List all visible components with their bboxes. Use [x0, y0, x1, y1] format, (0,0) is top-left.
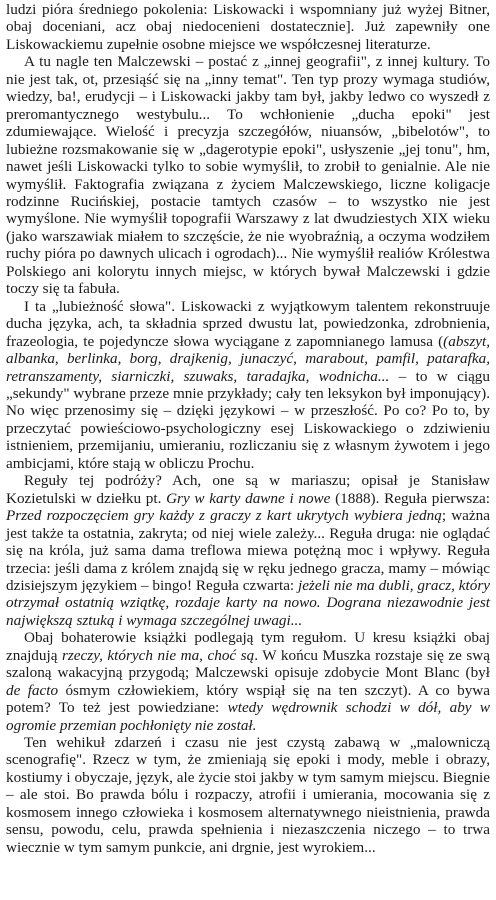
- text-segment: ; ważna jest także ta ostatnia, zakryta; od niej wiele zależy... Reguła druga: nie oglądać się na króla, już sama dama treflowa miewa potężną moc i wpływy. Reguła trzecia: jeśli dama z królem znajdą się w ręku jednego gracza, mamy – mówiąc dzisiejszym językiem – bingo! Reguła czwarta:: [6, 507, 490, 594]
- text-segment: (1888). Reguła pierwsza:: [330, 489, 490, 507]
- body-paragraph: [6, 298, 490, 473]
- italic-text-segment: (abszyt, albanka, berlinka, borg, drajkenig, junaczyć, marabout, pamfil, patarafka, retranszamenty, siarniczki, szuwaks, taradajka, wodnicha...: [6, 332, 490, 385]
- body-paragraph: [6, 472, 490, 629]
- text-segment: Reguły tej podróży? Ach, one są w mariaszu; opisał je Stanisław Kozietulski w dziełku pt.: [6, 472, 490, 507]
- italic-text-segment: de facto: [6, 681, 59, 699]
- text-segment: – to w ciągu „sekundy" wybrane przeze mnie przykłady; cały ten leksykon był imponujący). No więc przenosimy się – dzięki językowi – w przeszłość. Po co? Po to, by przeczytać powieściowo-psychologiczny esej Liskowackiego o zdziwieniu istnieniem, przemijaniu, umieraniu, rozliczaniu się z własnym żywotem i jego ambicjami, które stają w obliczu Prochu.: [6, 367, 490, 472]
- text-segment: . W końcu Muszka rozstaje się ze swą szaloną wakacyjną przygodą; Malczewski opisuje zdobycie Mont Blanc (był: [6, 646, 490, 682]
- body-paragraph: [6, 53, 490, 297]
- italic-text-segment: rzeczy, których nie ma, choć są: [61, 646, 255, 664]
- body-paragraph: [6, 734, 490, 856]
- italic-text-segment: Gry w karty dawne i nowe: [166, 489, 331, 507]
- italic-text-segment: Przed rozpoczęciem gry każdy z graczy z kart ukrytych wybiera jedną: [6, 507, 442, 525]
- text-segment: ósmym człowiekiem, który wspiął się na ten szczyt). A co bywa potem? To też jest powiedziane:: [6, 681, 491, 717]
- text-segment: ludzi pióra średniego pokolenia: Liskowacki i wspomniany już wyżej Bitner, obaj doceniani, acz obaj niedocenieni dostatecznie]. Już zapewniły one Liskowackiemu zupełnie osobne miejsce we współczesnej literaturze.: [6, 1, 490, 53]
- body-paragraph: [6, 1, 490, 53]
- body-paragraph: [6, 629, 490, 734]
- text-segment: Obaj bohaterowie książki podlegają tym regułom. U kresu książki obaj znajdują: [6, 629, 490, 664]
- text-segment: Ten wehikuł zdarzeń i czasu nie jest czystą zabawą w „malowniczą scenografię". Rzecz w tym, że zmieniają się epoki i mody, meble i obrazy, kostiumy i obyczaje, język, ale życie stoi jakby w tym samym miejscu. Biegnie – ale stoi. Bo prawda bólu i rozpaczy, atrofii i umierania, mocowania się z kosmosem innego człowieka i kosmosem alternatywnego nieistnienia, prawda sensu, powodu, celu, prawda spełnienia i niezaszczenia niczego – to trwa wiecznie w tym samym punkcie, ani drgnie, jest wyrokiem...: [6, 734, 490, 856]
- italic-text-segment: jeżeli nie ma dubli, gracz, który otrzymał ostatnią wziątkę, rozdaje karty na nowo. Dograna niezawodnie jest największą sztuką i wymaga szczególnej uwagi...: [6, 576, 490, 629]
- italic-text-segment: wtedy wędrownik schodzi w dół, aby w ogromie przemian pochłonięty nie został.: [6, 699, 490, 734]
- text-segment: I ta „lubieżność słowa". Liskowacki z wyjątkowym talentem rekonstruuje ducha języka, ach, ta składnia sprzed dwustu lat, powiedzonka, zdrobnienia, frazeologia, te pojedyncze słowa wyciągane z zapomnianego lamusa (: [6, 297, 490, 350]
- text-segment: A tu nagle ten Malczewski – postać z „innej geografii", z innej kultury. To nie jest tak, ot, przesiąść się na „inny temat". Ten typ prozy wymaga studiów, wiedzy, ba!, erudycji – i Liskowacki jakby tam był, jakby ledwo co wyszedł z preromantycznego westybulu... To wchłonienie „ducha epoki" jest zdumiewające. Wielość i precyzja szczegółów, niuansów, „bibelotów", to lubieżne rozsmakowanie się w „dagerotypie epoki", usłyszenie „jej tonu", hm, nawet jeśli Liskowacki tylko to sobie wymyślił, to zrobił to genialnie. Ale nie wymyślił. Faktografia związana z życiem Malczewskiego, liczne koligacje rodzinne Rucińskiej, postacie tamtych czasów – to wszystko nie jest wymyślone. Nie wymyślił topografii Warszawy z lat dwudziestych XIX wieku (jako warszawiak miałem to szczęście, że nie wyobraźnią, a oczyma wodziłem ruchy pióra po dawnych ulicach i ogrodach)... Nie wymyślił realiów Królestwa Polskiego ani kolorytu innych miejsc, w których bywał Malczewski i gdzie toczy się ta fabuła.: [6, 53, 490, 298]
